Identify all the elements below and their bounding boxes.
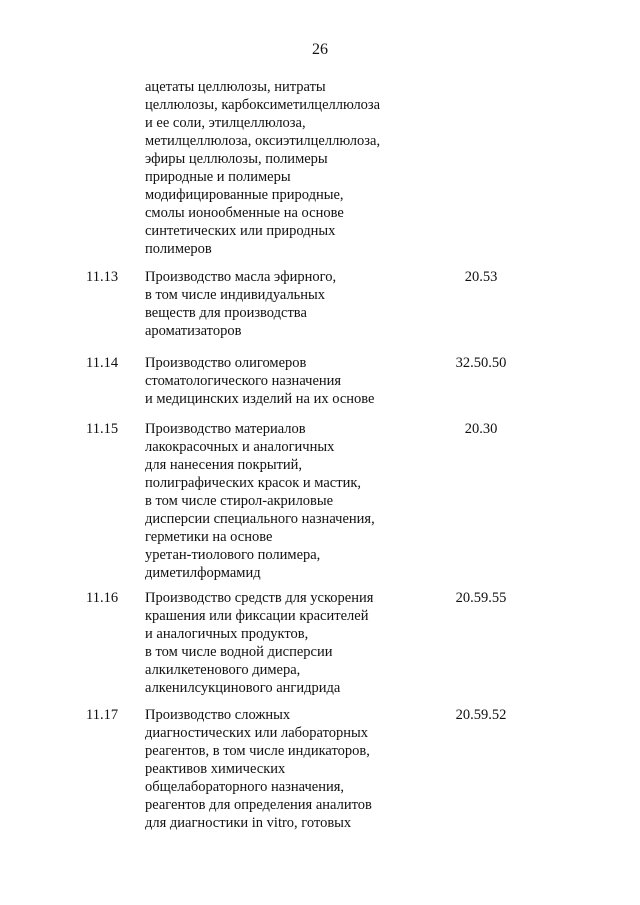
description-line: для нанесения покрытий, (145, 457, 303, 473)
description-line: и медицинских изделий на их основе (145, 391, 375, 407)
description-line: реагентов для определения аналитов (145, 797, 372, 813)
description-line: дисперсии специального назначения, (145, 511, 375, 527)
description-line: эфиры целлюлозы, полимеры (145, 151, 328, 167)
description-line: Производство средств для ускорения (145, 590, 374, 606)
description-line: целлюлозы, карбоксиметилцеллюлоза (145, 97, 381, 113)
row-description (145, 420, 375, 582)
description-line: диагностических или лабораторных (145, 725, 369, 741)
description-line: метилцеллюлоза, оксиэтилцеллюлоза, (145, 133, 381, 149)
row-description (145, 706, 372, 832)
row-number: 11.15 (86, 421, 119, 437)
okved-code: 32.50.50 (455, 355, 507, 371)
description-line: алкилкетенового димера, (145, 662, 301, 678)
description-line: веществ для производства (145, 305, 307, 321)
description-line: Производство материалов (145, 421, 306, 437)
row-description (145, 589, 373, 697)
description-line: синтетических или природных (145, 223, 336, 239)
description-line: Производство олигомеров (145, 355, 307, 371)
row-number: 11.13 (86, 269, 119, 285)
okved-code: 20.59.55 (455, 590, 507, 606)
row-number: 11.14 (86, 355, 119, 371)
description-line: Производство масла эфирного, (145, 269, 337, 285)
description-line: Производство сложных (145, 707, 291, 723)
description-line: в том числе индивидуальных (145, 287, 326, 303)
description-line: диметилформамид (145, 565, 261, 581)
description-line: реагентов, в том числе индикаторов, (145, 743, 370, 759)
description-line: полиграфических красок и мастик, (145, 475, 361, 491)
description-line: смолы ионообменные на основе (145, 205, 344, 221)
continued-description (145, 78, 380, 258)
description-line: уретан-тиолового полимера, (145, 547, 321, 563)
row-description (145, 354, 374, 408)
description-line: общелабораторного назначения, (145, 779, 345, 795)
row-number: 11.16 (86, 590, 119, 606)
page-number: 26 (312, 41, 328, 58)
description-line: в том числе водной дисперсии (145, 644, 333, 660)
description-line: алкенилсукцинового ангидрида (145, 680, 341, 696)
row-description (145, 268, 336, 340)
okved-code: 20.53 (464, 269, 498, 285)
description-line: ацетаты целлюлозы, нитраты (145, 79, 326, 95)
description-line: реактивов химических (145, 761, 286, 777)
description-line: природные и полимеры (145, 169, 291, 185)
description-line: в том числе стирол-акриловые (145, 493, 334, 509)
okved-code: 20.59.52 (455, 707, 507, 723)
description-line: ароматизаторов (145, 323, 242, 339)
description-line: стоматологического назначения (145, 373, 342, 389)
description-line: и аналогичных продуктов, (145, 626, 309, 642)
description-line: для диагностики in vitro, готовых (145, 815, 352, 831)
description-line: полимеров (145, 241, 212, 257)
description-line: герметики на основе (145, 529, 273, 545)
okved-code: 20.30 (464, 421, 498, 437)
description-line: лакокрасочных и аналогичных (145, 439, 335, 455)
description-line: крашения или фиксации красителей (145, 608, 369, 624)
row-number: 11.17 (86, 707, 119, 723)
description-line: модифицированные природные, (145, 187, 344, 203)
description-line: и ее соли, этилцеллюлоза, (145, 115, 306, 131)
